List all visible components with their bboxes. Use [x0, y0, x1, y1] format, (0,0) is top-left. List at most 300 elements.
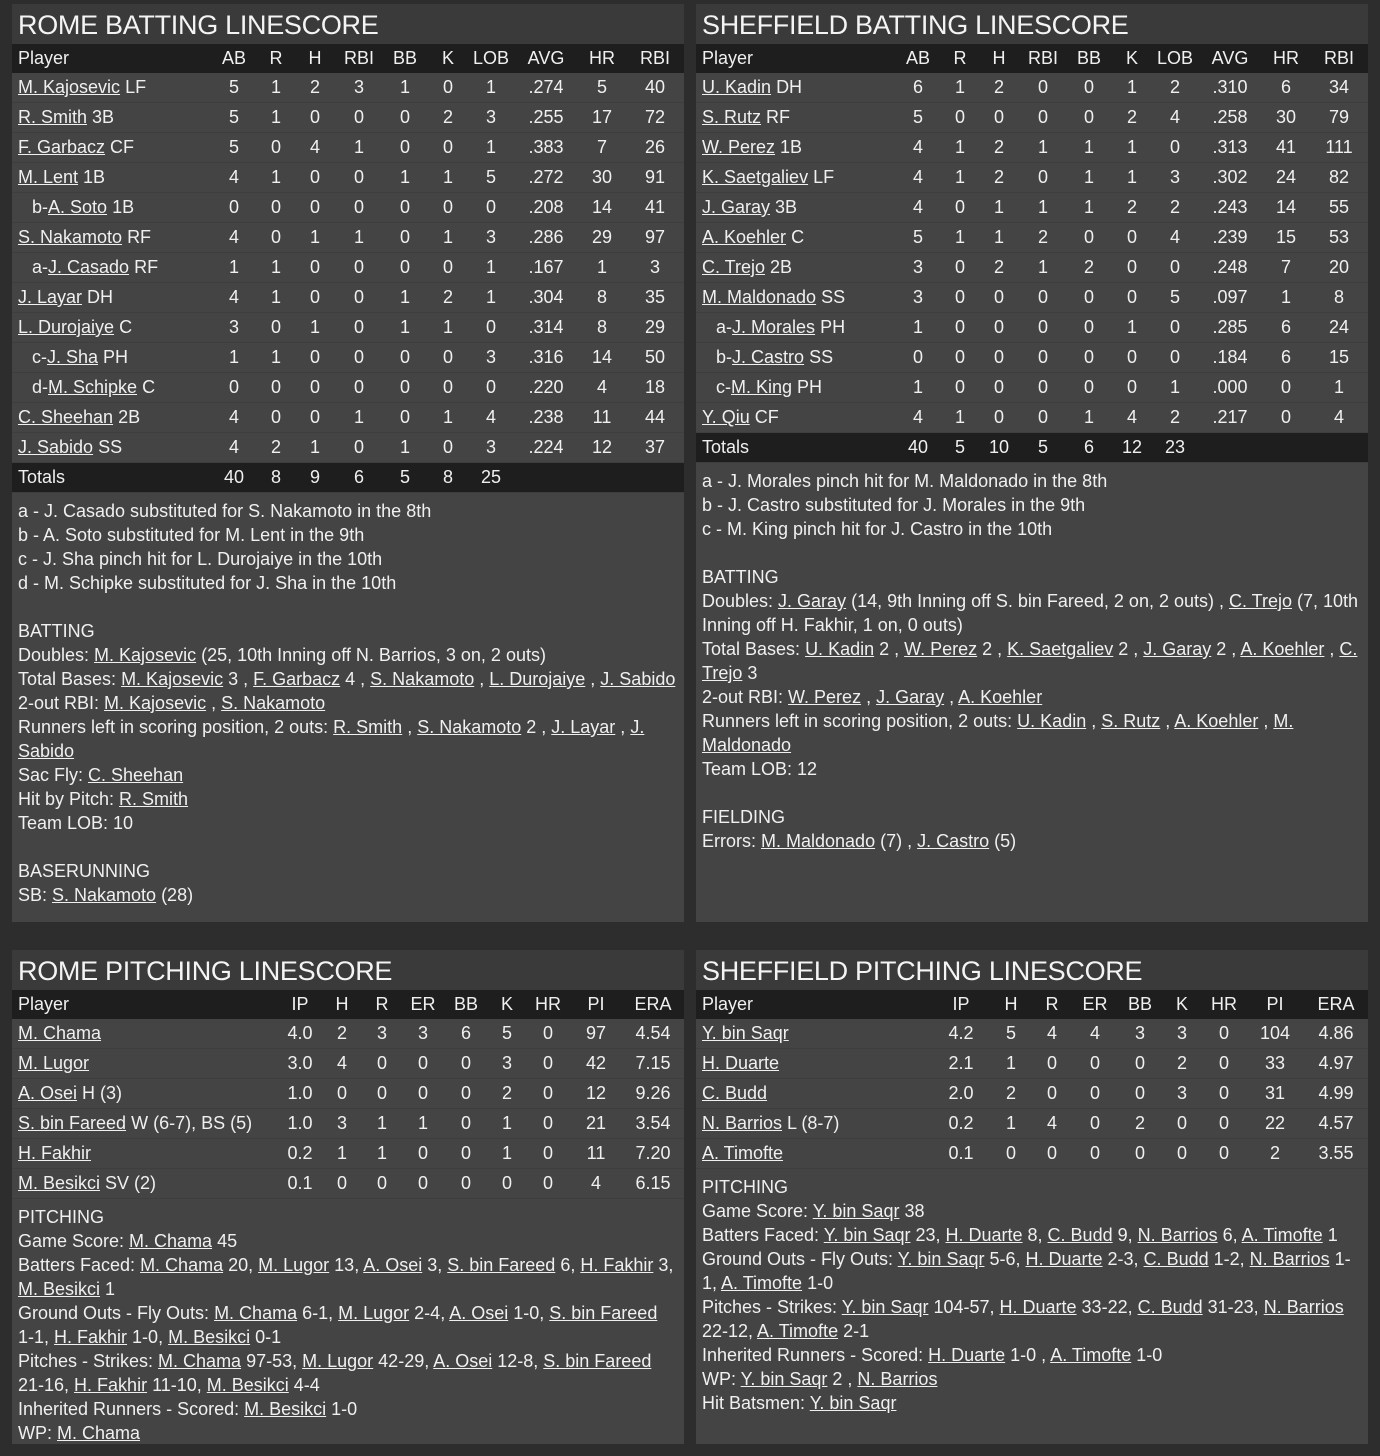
stat-cell: .167	[528, 257, 564, 277]
stat-cell: .302	[1212, 167, 1248, 187]
stat-cell: 1	[270, 257, 281, 277]
player-link[interactable]: W. Perez	[702, 137, 776, 157]
stat-cell: 5	[912, 107, 923, 127]
player-link[interactable]: M. Kajosevic	[121, 669, 224, 689]
rome-batting-panel	[12, 4, 684, 922]
player-link[interactable]: J. Sabido	[600, 669, 676, 689]
stat-cell: 0.2	[287, 1143, 313, 1163]
stat-cell: 5	[912, 227, 923, 247]
stat-cell: 0	[1037, 347, 1048, 367]
player-cell	[12, 223, 210, 253]
player-position: 2B	[118, 407, 141, 427]
column-header-lob: LOB	[1152, 44, 1198, 73]
player-link[interactable]: C. Trejo	[702, 257, 766, 277]
player-link[interactable]: A. Osei	[433, 1351, 493, 1371]
player-link[interactable]: J. Garay	[1143, 639, 1212, 659]
player-link[interactable]: S. Nakamoto	[370, 669, 475, 689]
player-link[interactable]: S. Rutz	[1101, 711, 1161, 731]
stat-cell: 1	[399, 167, 410, 187]
player-link[interactable]: L. Durojaiye	[489, 669, 586, 689]
stat-cell: .248	[1212, 257, 1248, 277]
stat-cell: 3	[1169, 167, 1180, 187]
column-header-avg: AVG	[1198, 44, 1262, 73]
player-link[interactable]: H. Fakhir	[580, 1255, 654, 1275]
substitution-notes	[702, 469, 1362, 541]
player-link[interactable]: J. Castro	[917, 831, 990, 851]
stat-cell: .097	[1212, 287, 1248, 307]
player-link[interactable]: M. Chama	[214, 1303, 298, 1323]
player-link[interactable]: M. Lugor	[258, 1255, 330, 1275]
player-cell	[12, 433, 210, 463]
player-link[interactable]: N. Barrios	[1249, 1249, 1330, 1269]
player-cell	[12, 1139, 278, 1169]
stat-cell: 0	[1046, 1143, 1057, 1163]
player-link[interactable]: N. Barrios	[857, 1369, 938, 1389]
table-row	[12, 343, 684, 373]
player-link[interactable]: A. Soto	[48, 197, 108, 217]
stat-cell: 0	[399, 197, 410, 217]
column-header-hr: HR	[526, 990, 570, 1019]
stat-line	[18, 691, 678, 715]
player-link[interactable]: Y. bin Saqr	[740, 1369, 828, 1389]
sub-prefix: a-	[716, 317, 733, 337]
player-link[interactable]: A. Koehler	[958, 687, 1043, 707]
stat-cell: 4	[228, 227, 239, 247]
text: 1-0	[802, 1273, 834, 1293]
stat-line	[18, 787, 678, 811]
player-link[interactable]: K. Saetgaliev	[702, 167, 809, 187]
player-link[interactable]: J. Sha	[47, 347, 99, 367]
stat-cell: 0	[399, 107, 410, 127]
stat-cell: 0	[442, 437, 453, 457]
player-link[interactable]: J. Garay	[778, 591, 847, 611]
stat-cell: 1	[1280, 287, 1291, 307]
player-position: 1B	[780, 137, 803, 157]
stat-cell: 6	[912, 77, 923, 97]
stat-cell: 20	[1328, 257, 1350, 277]
stat-cell: 1	[353, 407, 364, 427]
stat-cell: 1	[399, 437, 410, 457]
stat-cell: 0	[1169, 137, 1180, 157]
stat-cell: 0	[542, 1023, 553, 1043]
player-link[interactable]: Y. bin Saqr	[897, 1249, 985, 1269]
stat-cell: 4	[1333, 407, 1344, 427]
column-header-k: K	[488, 990, 526, 1019]
stat-cell: 1	[912, 317, 923, 337]
stat-cell: 4.86	[1318, 1023, 1354, 1043]
player-link[interactable]: N. Barrios	[1137, 1225, 1218, 1245]
table-row	[12, 283, 684, 313]
stat-cell: 53	[1328, 227, 1350, 247]
stat-cell: 3	[1134, 1023, 1145, 1043]
player-link[interactable]: J. Garay	[876, 687, 945, 707]
player-cell	[696, 1049, 932, 1079]
player-link[interactable]: Y. bin Saqr	[841, 1297, 929, 1317]
player-link[interactable]: M. Lugor	[18, 1053, 90, 1073]
player-cell	[696, 403, 894, 433]
stat-cell: 1	[270, 167, 281, 187]
stat-cell: .255	[528, 107, 564, 127]
table-row	[12, 1139, 684, 1169]
player-link[interactable]: H. Fakhir	[74, 1375, 148, 1395]
player-link[interactable]: H. Duarte	[1025, 1249, 1103, 1269]
text: Sac Fly:	[18, 765, 89, 785]
player-link[interactable]: S. bin Fareed	[543, 1351, 652, 1371]
column-header-k: K	[428, 44, 468, 73]
stat-line	[702, 1223, 1362, 1247]
stat-cell: 0	[270, 227, 281, 247]
player-link[interactable]: C. Trejo	[1228, 591, 1293, 611]
stat-cell: 1	[1126, 137, 1137, 157]
stat-cell: 0	[485, 317, 496, 337]
player-cell	[12, 253, 210, 283]
player-cell	[12, 1169, 278, 1199]
text: 11-10,	[147, 1375, 207, 1395]
player-link[interactable]: M. Chama	[129, 1231, 213, 1251]
text: 38	[899, 1201, 925, 1221]
text: Team LOB: 10	[18, 813, 134, 833]
text: Doubles:	[702, 591, 779, 611]
player-link[interactable]: F. Garbacz	[253, 669, 341, 689]
totals-cell: 23	[1152, 433, 1198, 463]
stat-cell: 0	[460, 1113, 471, 1133]
stat-cell: 1	[993, 227, 1004, 247]
stat-cell: .383	[528, 137, 564, 157]
pitching-table	[12, 990, 684, 1199]
player-link[interactable]: J. Castro	[732, 347, 805, 367]
stat-cell: 21	[585, 1113, 607, 1133]
totals-label: Totals	[12, 463, 210, 493]
player-link[interactable]: W. Perez	[788, 687, 862, 707]
player-link[interactable]: S. Nakamoto	[52, 885, 157, 905]
stat-cell: 1	[1083, 407, 1094, 427]
player-link[interactable]: J. Garay	[702, 197, 771, 217]
stat-cell: 5	[228, 137, 239, 157]
player-link[interactable]: M. Maldonado	[702, 711, 1294, 755]
player-link[interactable]: M. Kajosevic	[18, 77, 121, 97]
player-link[interactable]: J. Sabido	[18, 717, 645, 761]
totals-cell: 5	[382, 463, 428, 493]
stat-cell: .238	[528, 407, 564, 427]
stat-cell: 2.0	[948, 1083, 974, 1103]
player-link[interactable]: Y. bin Saqr	[823, 1225, 911, 1245]
text: ,	[474, 669, 490, 689]
stat-cell: 0	[1218, 1053, 1229, 1073]
stat-cell: 72	[644, 107, 666, 127]
player-link[interactable]: M. Kajosevic	[104, 693, 207, 713]
player-link[interactable]: C. Trejo	[702, 639, 1358, 683]
stat-cell: 4	[1089, 1023, 1100, 1043]
player-link[interactable]: J. Layar	[18, 287, 83, 307]
stat-cell: 0	[1037, 407, 1048, 427]
player-link[interactable]: M. Besikci	[206, 1375, 289, 1395]
stat-cell: 0	[270, 317, 281, 337]
player-link[interactable]: S. bin Fareed	[18, 1113, 127, 1133]
player-link[interactable]: J. Casado	[48, 257, 130, 277]
player-link[interactable]: S. bin Fareed	[549, 1303, 658, 1323]
player-link[interactable]: C. Budd	[1143, 1249, 1209, 1269]
stat-cell: 0	[1218, 1083, 1229, 1103]
player-link[interactable]: C. Budd	[1137, 1297, 1203, 1317]
player-link[interactable]: H. Duarte	[999, 1297, 1077, 1317]
stat-cell: 1	[1083, 197, 1094, 217]
header-row	[696, 44, 1368, 73]
player-link[interactable]: J. Sabido	[18, 437, 94, 457]
stat-cell: 0	[417, 1053, 428, 1073]
player-link[interactable]: M. Lugor	[338, 1303, 410, 1323]
player-link[interactable]: M. Besikci	[244, 1399, 327, 1419]
player-link[interactable]: C. Budd	[1047, 1225, 1113, 1245]
player-link[interactable]: S. Nakamoto	[417, 717, 522, 737]
player-cell	[12, 373, 210, 403]
player-link[interactable]: A. Koehler	[1174, 711, 1259, 731]
stat-cell: 0	[1005, 1143, 1016, 1163]
player-link[interactable]: H. Duarte	[945, 1225, 1023, 1245]
text: 6,	[555, 1255, 581, 1275]
player-link[interactable]: H. Fakhir	[18, 1143, 92, 1163]
text: ,	[1086, 711, 1102, 731]
player-link[interactable]: A. Timofte	[1241, 1225, 1323, 1245]
stat-cell: 0	[1126, 257, 1137, 277]
player-cell	[696, 73, 894, 103]
player-link[interactable]: W. Perez	[904, 639, 978, 659]
text: WP:	[702, 1369, 741, 1389]
player-cell	[696, 193, 894, 223]
stat-cell: 30	[591, 167, 613, 187]
player-position: LF	[125, 77, 147, 97]
stat-cell: 4	[596, 377, 607, 397]
stat-cell: 4.97	[1318, 1053, 1354, 1073]
stat-cell: 0	[1134, 1053, 1145, 1073]
stat-cell: 1	[1126, 167, 1137, 187]
player-link[interactable]: C. Sheehan	[88, 765, 184, 785]
player-position: W (6-7), BS (5)	[131, 1113, 253, 1133]
stat-cell: 34	[1328, 77, 1350, 97]
stat-cell: 6	[1280, 317, 1291, 337]
player-link[interactable]: M. Chama	[140, 1255, 224, 1275]
stat-cell: 0	[353, 107, 364, 127]
table-row	[696, 1109, 1368, 1139]
player-link[interactable]: A. Osei	[18, 1083, 78, 1103]
stat-cell: 0	[336, 1083, 347, 1103]
stat-cell: 6	[1280, 77, 1291, 97]
player-link[interactable]: J. Morales	[732, 317, 816, 337]
player-link[interactable]: M. Kajosevic	[94, 645, 197, 665]
player-position: 2B	[770, 257, 793, 277]
stat-cell: 1	[1005, 1053, 1016, 1073]
stat-cell: 7	[1280, 257, 1291, 277]
player-link[interactable]: Y. Qiu	[702, 407, 750, 427]
header-row	[696, 990, 1368, 1019]
stat-cell: 0.1	[948, 1143, 974, 1163]
stat-cell: 0	[460, 1083, 471, 1103]
player-link[interactable]: R. Smith	[333, 717, 403, 737]
player-link[interactable]: A. Koehler	[1240, 639, 1325, 659]
player-link[interactable]: S. Rutz	[702, 107, 762, 127]
player-link[interactable]: Y. bin Saqr	[812, 1201, 900, 1221]
substitution-note: c - J. Sha pinch hit for L. Durojaiye in the 10th	[18, 549, 383, 569]
stat-line	[702, 1247, 1362, 1295]
column-header-rbi: RBI	[1310, 44, 1368, 73]
text: Runners left in scoring position, 2 outs:	[18, 717, 334, 737]
stat-cell: 0	[912, 347, 923, 367]
stat-cell: 0	[309, 377, 320, 397]
stat-cell: 30	[1275, 107, 1297, 127]
column-header-ab: AB	[210, 44, 258, 73]
stat-cell: 26	[644, 137, 666, 157]
player-cell	[12, 103, 210, 133]
substitution-note: d - M. Schipke substituted for J. Sha in the 10th	[18, 573, 397, 593]
player-link[interactable]: M. Besikci	[168, 1327, 251, 1347]
player-link[interactable]: U. Kadin	[702, 77, 772, 97]
stat-cell: 3.54	[635, 1113, 671, 1133]
player-link[interactable]: A. Timofte	[721, 1273, 803, 1293]
stat-cell: 12	[591, 437, 613, 457]
stat-cell: 0	[353, 347, 364, 367]
stat-cell: 0	[309, 167, 320, 187]
player-link[interactable]: R. Smith	[18, 107, 88, 127]
player-link[interactable]: S. bin Fareed	[447, 1255, 556, 1275]
text: ,	[206, 693, 222, 713]
player-link[interactable]: R. Smith	[119, 789, 189, 809]
stat-cell: 91	[644, 167, 666, 187]
stat-cell: 79	[1328, 107, 1350, 127]
stat-cell: 4	[228, 407, 239, 427]
text: (14, 9th Inning off S. bin Fareed, 2 on, 2 outs) ,	[846, 591, 1229, 611]
stat-cell: 0	[954, 257, 965, 277]
player-cell	[696, 223, 894, 253]
stat-cell: .224	[528, 437, 564, 457]
stat-cell: 0	[1083, 77, 1094, 97]
stat-cell: 1	[485, 137, 496, 157]
stat-cell: 37	[644, 437, 666, 457]
player-link[interactable]: M. King	[731, 377, 793, 397]
rome-pitching-panel	[12, 950, 684, 1444]
panel-title: SHEFFIELD BATTING LINESCORE	[696, 4, 1368, 44]
stat-cell: 0	[417, 1083, 428, 1103]
stat-line	[18, 715, 678, 763]
stat-cell: 2	[1269, 1143, 1280, 1163]
player-link[interactable]: M. Besikci	[18, 1279, 101, 1299]
totals-cell	[1198, 433, 1262, 463]
player-position: SV (2)	[105, 1173, 157, 1193]
text: 23,	[910, 1225, 946, 1245]
stat-line	[18, 883, 678, 907]
stat-cell: 0	[460, 1143, 471, 1163]
player-link[interactable]: S. Nakamoto	[221, 693, 326, 713]
player-link[interactable]: M. Chama	[57, 1423, 141, 1443]
stat-cell: 4.0	[287, 1023, 313, 1043]
stat-cell: 1	[270, 77, 281, 97]
player-link[interactable]: A. Timofte	[757, 1321, 839, 1341]
player-link[interactable]: A. Koehler	[702, 227, 787, 247]
column-header-rbi: RBI	[336, 44, 382, 73]
player-link[interactable]: H. Fakhir	[54, 1327, 128, 1347]
player-link[interactable]: H. Duarte	[702, 1053, 780, 1073]
player-link[interactable]: L. Durojaiye	[18, 317, 115, 337]
section-heading: BASERUNNING	[18, 861, 151, 881]
player-link[interactable]: M. Lugor	[302, 1351, 374, 1371]
stat-cell: 5	[228, 107, 239, 127]
player-link[interactable]: A. Timofte	[702, 1143, 784, 1163]
player-link[interactable]: J. Layar	[551, 717, 616, 737]
stat-cell: 1	[485, 77, 496, 97]
column-header-hr: HR	[1202, 990, 1246, 1019]
player-position: SS	[98, 437, 123, 457]
column-header-ip: IP	[278, 990, 322, 1019]
stat-line	[18, 1229, 678, 1253]
text: 2 ,	[827, 1369, 858, 1389]
stat-cell: 0	[442, 257, 453, 277]
text: Team LOB: 12	[702, 759, 818, 779]
column-header-er: ER	[402, 990, 444, 1019]
player-link[interactable]: C. Sheehan	[18, 407, 114, 427]
totals-cell: 8	[258, 463, 294, 493]
stat-line	[18, 667, 678, 691]
stat-cell: 6	[1280, 347, 1291, 367]
stat-cell: 1	[228, 347, 239, 367]
stat-cell: 1	[1169, 377, 1180, 397]
notes	[696, 463, 1368, 861]
table-row	[12, 403, 684, 433]
player-link[interactable]: A. Osei	[449, 1303, 509, 1323]
stat-cell: 0	[353, 197, 364, 217]
table-row	[12, 433, 684, 463]
stat-cell: 41	[1275, 137, 1297, 157]
player-link[interactable]: U. Kadin	[1017, 711, 1087, 731]
player-link[interactable]: S. Nakamoto	[18, 227, 123, 247]
player-link[interactable]: Y. bin Saqr	[809, 1393, 897, 1413]
player-link[interactable]: A. Timofte	[1050, 1345, 1132, 1365]
text: 1	[1322, 1225, 1338, 1245]
player-link[interactable]: M. Chama	[18, 1023, 102, 1043]
stat-cell: 0	[954, 317, 965, 337]
stat-cell: 1	[1037, 197, 1048, 217]
player-link[interactable]: U. Kadin	[805, 639, 875, 659]
player-link[interactable]: M. Maldonado	[761, 831, 876, 851]
player-link[interactable]: A. Osei	[363, 1255, 423, 1275]
player-link[interactable]: M. Schipke	[48, 377, 138, 397]
table-row	[696, 1139, 1368, 1169]
player-link[interactable]: M. Chama	[158, 1351, 242, 1371]
player-link[interactable]: M. Lent	[18, 167, 79, 187]
player-link[interactable]: C. Budd	[702, 1083, 768, 1103]
stat-cell: 4	[485, 407, 496, 427]
player-position: 3B	[92, 107, 115, 127]
stat-cell: 2.1	[948, 1053, 974, 1073]
stat-cell: 0	[954, 287, 965, 307]
stat-cell: 0	[1126, 227, 1137, 247]
stat-cell: 1	[954, 77, 965, 97]
player-link[interactable]: N. Barrios	[702, 1113, 783, 1133]
text: 20,	[223, 1255, 259, 1275]
player-link[interactable]: Y. bin Saqr	[702, 1023, 789, 1043]
player-link[interactable]: F. Garbacz	[18, 137, 106, 157]
player-link[interactable]: M. Maldonado	[702, 287, 817, 307]
stat-cell: 2	[1169, 77, 1180, 97]
text: 3	[742, 663, 758, 683]
stat-cell: 0	[993, 317, 1004, 337]
stat-cell: 0	[309, 197, 320, 217]
player-link[interactable]: M. Besikci	[18, 1173, 101, 1193]
section-heading: FIELDING	[702, 807, 786, 827]
stat-cell: 8	[596, 287, 607, 307]
player-link[interactable]: H. Duarte	[928, 1345, 1006, 1365]
player-link[interactable]: K. Saetgaliev	[1007, 639, 1114, 659]
column-header-bb: BB	[1066, 44, 1112, 73]
text: 31-23,	[1202, 1297, 1264, 1317]
player-link[interactable]: N. Barrios	[1263, 1297, 1344, 1317]
